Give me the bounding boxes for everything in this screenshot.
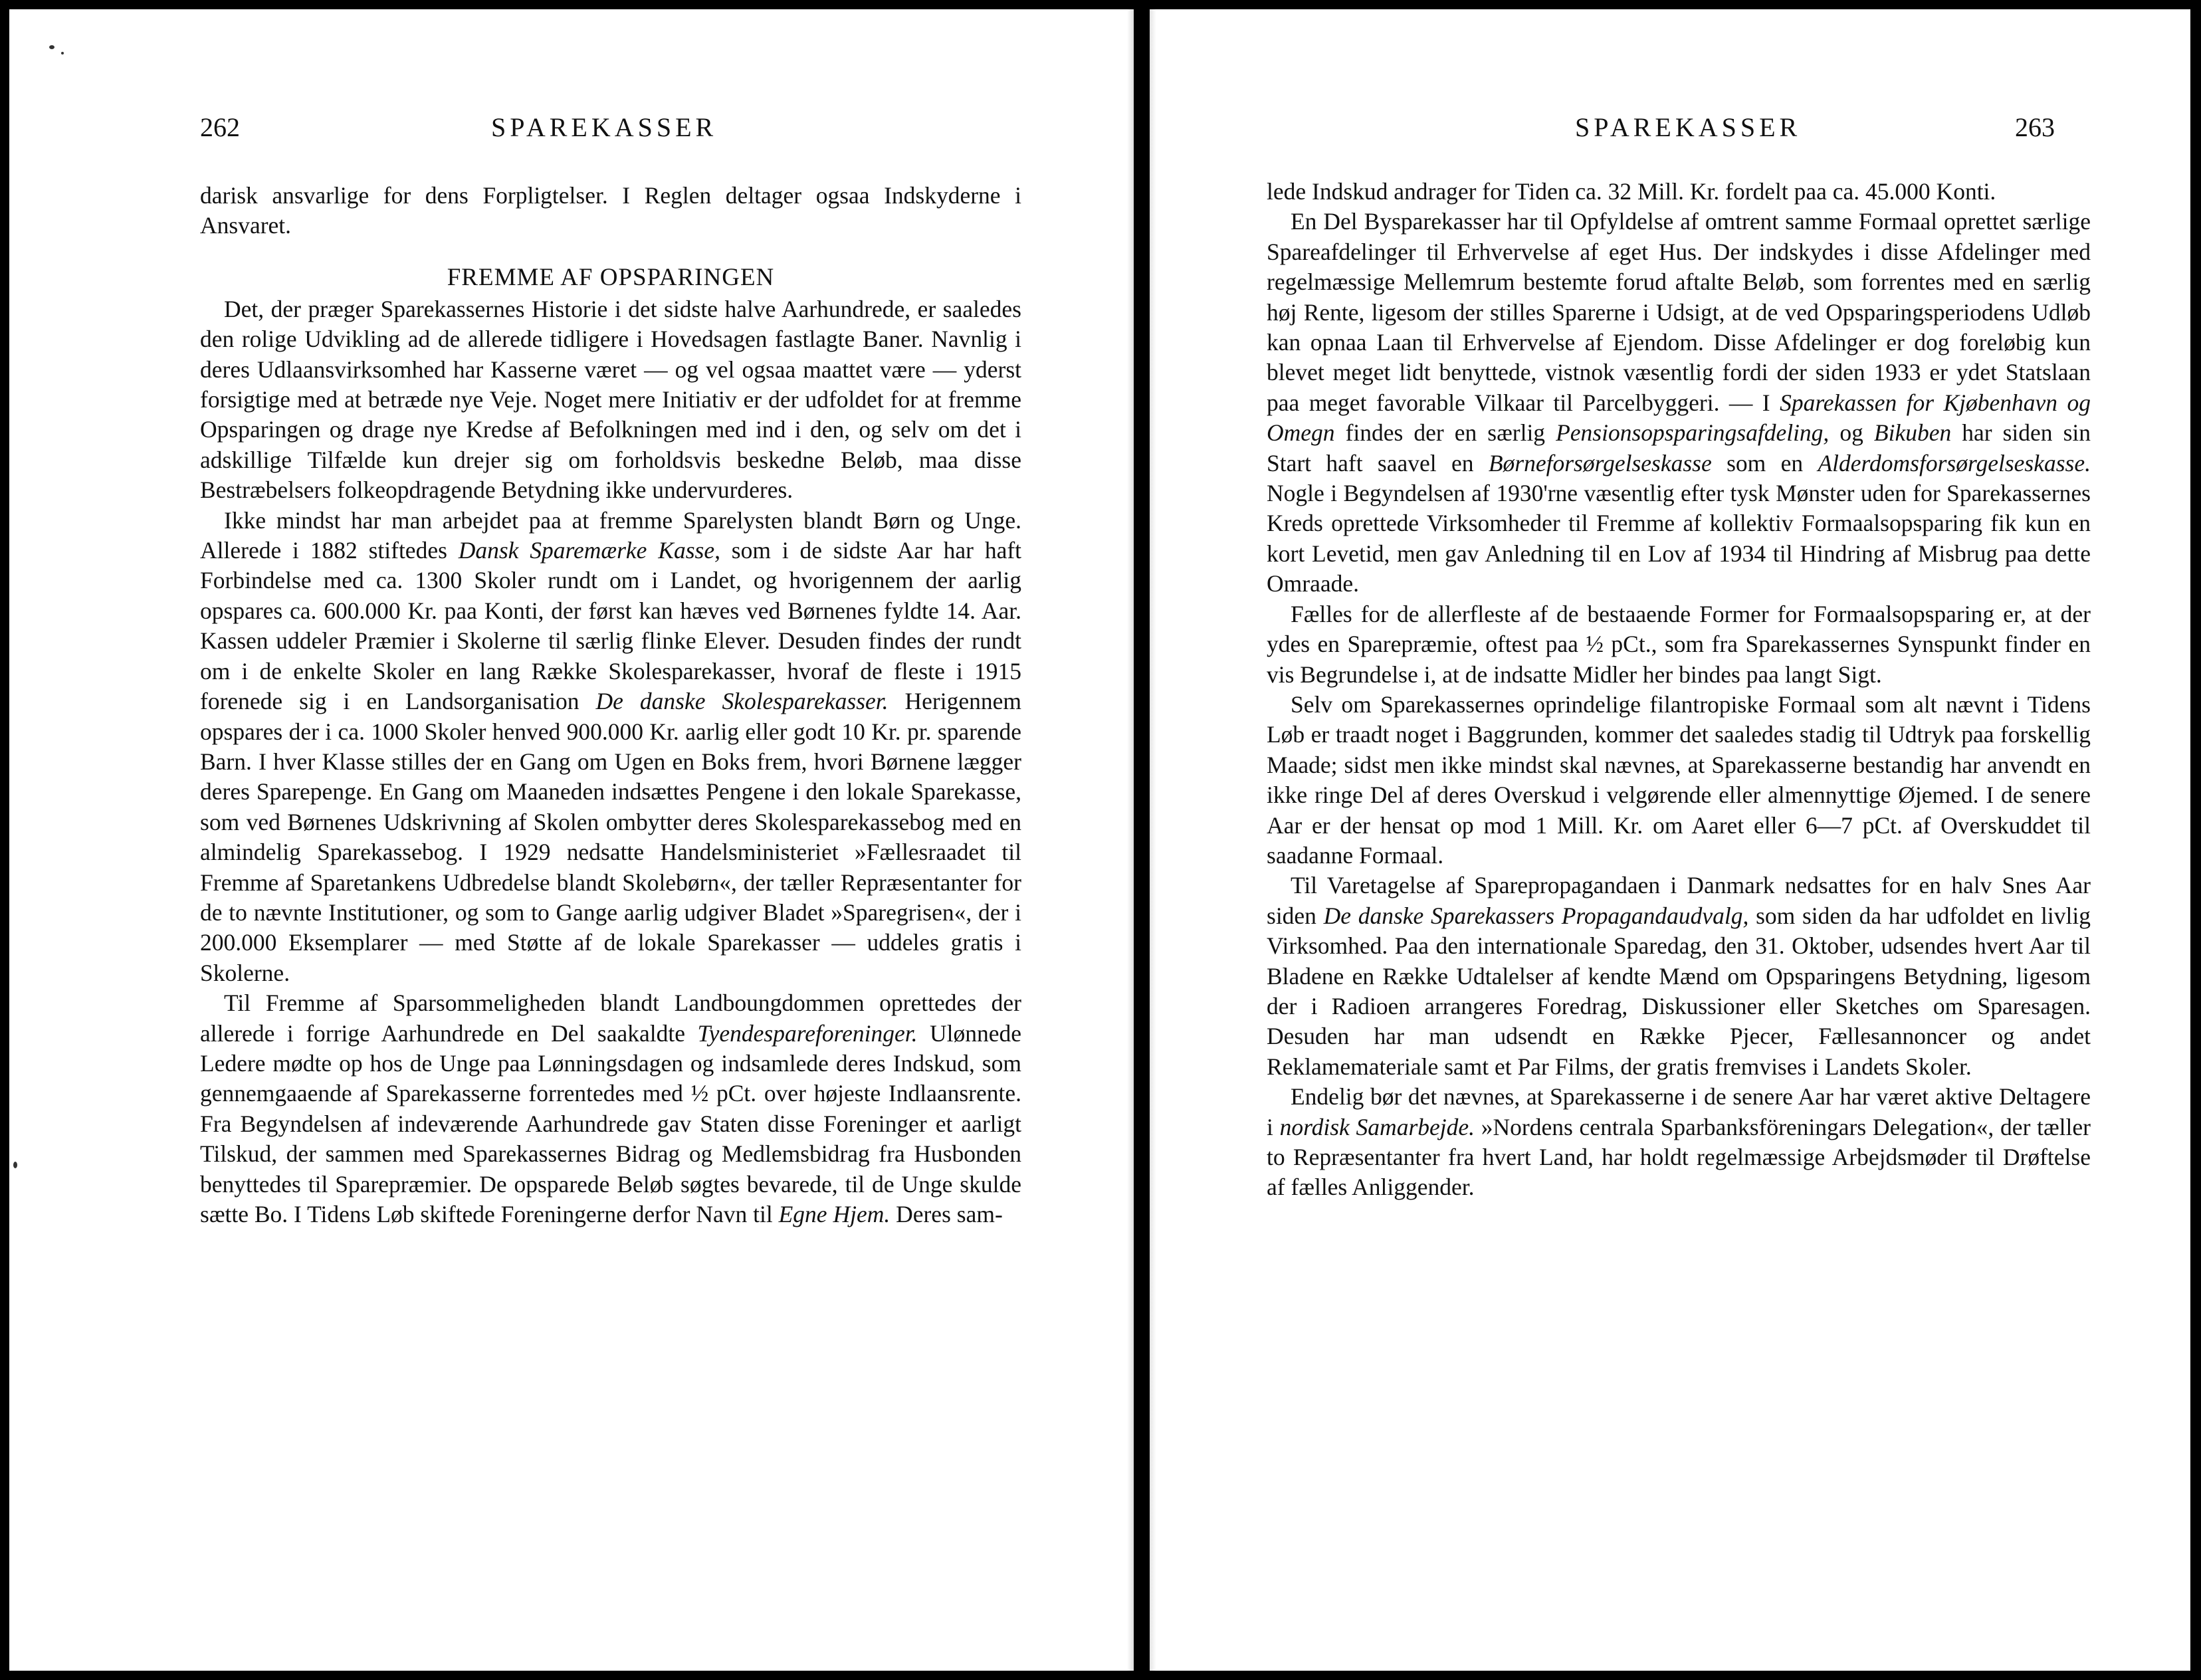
text-run: findes der en særlig	[1334, 419, 1556, 447]
text-run: har siden sin Start haft saavel en	[1267, 419, 2091, 476]
italic-term: Sparekassen for Kjøbenhavn og Omegn	[1267, 389, 2091, 447]
section-title: FREMME AF OPSPARINGEN	[447, 263, 775, 291]
text-run: Til Fremme af Sparsommeligheden blandt Landboungdommen oprettedes der allerede i forrige Aarhundrede en Del saakaldte	[200, 990, 1021, 1047]
text-run: som i de sidste Aar har haft Forbindelse med ca. 1300 Skoler rundt om i Landet, og hvorigennem der aarlig opspares ca. 600.000 Kr. paa Konti, der først kan hæves ved Børnenes fyldte 14. Aar. Kassen uddeler Præmier i Skolerne til særlig flinke Elever. Desuden findes der rundt om i de enkelte Skoler en lang Række Skolesparekasser, hvoraf de fleste i 1915 forenede sig i en Landsorganisation	[200, 537, 1022, 715]
page-number: 262	[200, 112, 240, 142]
paragraph: darisk ansvarlige for dens Forpligtelser. I Reglen deltager ogsaa Indskyderne i Ansvaret.	[200, 182, 1021, 239]
page-number: 263	[2015, 112, 2055, 142]
ink-speck	[49, 45, 54, 49]
paragraph	[1267, 207, 2091, 599]
paragraph	[1267, 871, 2091, 1082]
right-page	[1150, 9, 2190, 1671]
left-body-text	[200, 181, 1021, 1229]
text-run: »Nordens centrala Sparbanksföreningars Delegation«, der tæller to Repræsentanter fra hvert Land, har holdt regelmæssige Arbejdsmøder til Drøftelse af fælles Anliggender.	[1267, 1113, 2091, 1201]
paragraph	[200, 988, 1021, 1229]
text-run: og	[1829, 419, 1874, 447]
italic-term: Dansk Sparemærke Kasse,	[458, 537, 720, 564]
text-run: Nogle i Begyndelsen af 1930'rne væsentlig efter tysk Mønster uden for Sparekassernes Kreds oprettede Virksomheder til Fremme af kollektiv Formaalsopsparing fik kun en kort Levetid, men gav Anledning til en Lov af 1934 til Hindring af Misbrug paa dette Omraade.	[1267, 480, 2091, 597]
paragraph	[200, 506, 1021, 989]
paragraph: Fælles for de allerfleste af de bestaaende Former for Formaalsopsparing er, at der ydes en Sparepræmie, oftest paa ½ pCt., som fra Sparekassernes Synspunkt finder en vis Begrundelse i, at de indsatte Midler her bindes paa langt Sigt.	[1267, 600, 2091, 688]
italic-term: Alderdomsforsørgelseskasse.	[1818, 449, 2091, 476]
text-run: som siden da har udfoldet en livlig Virksomhed. Paa den internationale Sparedag, den 31. Oktober, udsendes hvert Aar til Bladene en Række Udtalelser af kendte Mænd om Opsparingens Betydning, ligesom der i Radioen arrangeres Foredrag, Diskussioner eller Sketches om Sparesagen. Desuden har man udsendt en Række Pjecer, Fællesannoncer og andet Reklamemateriale samt et Par Films, der gratis fremvises i Landets Skoler.	[1267, 902, 2091, 1080]
paragraph: Selv om Sparekassernes oprindelige filantropiske Formaal som alt nævnt i Tidens Løb er traadt noget i Baggrunden, kommer det saaledes stadig til Udtryk paa forskellig Maade; sidst men ikke mindst skal nævnes, at Sparekasserne bestandig har anvendt en ikke ringe Del af deres Overskud i velgørende eller almennyttige Øjemed. I de senere Aar er der hensat op mod 1 Mill. Kr. om Aaret eller 6—7 pCt. af Overskuddet til saadanne Formaal.	[1267, 690, 2091, 869]
italic-term: Tyendespareforeninger.	[697, 1019, 918, 1047]
running-head: SPAREKASSER	[491, 112, 718, 142]
text-run: Ikke mindst har man arbejdet paa at fremme Sparelysten blandt Børn og Unge. Allerede i 1882 stiftedes	[200, 506, 1021, 564]
paragraph: Det, der præger Sparekassernes Historie i det sidste halve Aarhundrede, er saaledes den rolige Udvikling ad de allerede tidligere i Hovedsagen fastlagte Baner. Navnlig i deres Udlaansvirksomhed har Kasserne været — og vel ogsaa maattet være — yderst forsigtige med at betræde nye Veje. Noget mere Initiativ er der udfoldet for at fremme Opsparingen og drage nye Kredse af Befolkningen med ind i den, og selv om det i adskillige Tilfælde kun drejer sig om forholdsvis beskedne Beløb, maa disse Bestræbelsers folkeopdragende Betydning ikke undervurderes.	[200, 295, 1021, 504]
running-head: SPAREKASSER	[1575, 112, 1802, 142]
page-edge-shadow	[1150, 9, 1156, 1671]
paragraph: lede Indskud andrager for Tiden ca. 32 Mill. Kr. fordelt paa ca. 45.000 Konti.	[1267, 178, 1996, 205]
page-edge-shadow	[1127, 9, 1134, 1671]
italic-term: nordisk Samarbejde.	[1279, 1113, 1475, 1140]
ink-speck	[61, 52, 64, 54]
text-run: En Del Bysparekasser har til Opfyldelse af omtrent samme Formaal oprettet særlige Spareafdelinger til Erhvervelse af eget Hus. Der indskydes i disse Afdelinger med regelmæssige Mellemrum bestemte forud aftalte Beløb, som forrentes med en særlig høj Rente, ligesom der stilles Sparerne i Udsigt, at de ved Opsparingsperiodens Udløb kan opnaa Laan til Erhvervelse af Ejendom. Disse Afdelinger er dog foreløbig kun blevet meget lidt benyttede, vistnok væsentlig fordi der siden 1933 er ydet Statslaan paa meget favorable Vilkaar til Parcelbyggeri. — I	[1267, 208, 2091, 416]
right-body-text	[1267, 177, 2091, 1203]
italic-term: Pensionsopsparingsafdeling,	[1556, 419, 1830, 447]
text-run: Endelig bør det nævnes, at Sparekasserne i de senere Aar har været aktive Deltagere i	[1267, 1083, 2091, 1140]
text-run: som en	[1711, 449, 1818, 476]
ink-speck	[13, 1162, 17, 1168]
italic-term: Børneforsørgelseskasse	[1488, 449, 1712, 476]
italic-term: De danske Skolesparekasser.	[595, 688, 889, 715]
text-run: Deres sam-	[890, 1201, 1003, 1227]
italic-term: Bikuben	[1873, 419, 1952, 447]
text-run: Herigennem opspares der i ca. 1000 Skoler henved 900.000 Kr. aarlig eller godt 10 Kr. pr. sparende Barn. I hver Klasse stilles der en Gang om Ugen en Boks frem, hvori Børnene lægger deres Sparepenge. En Gang om Maaneden indsættes Pengene i den lokale Sparekasse, som ved Børnenes Udskrivning af Skolen ombytter deres Skolesparekassebog med en almindelig Sparekassebog. I 1929 nedsatte Handelsministeriet »Fællesraadet til Fremme af Sparetankens Udbredelse blandt Skolebørn«, der tæller Repræsentanter for de to nævnte Institutioner, og som to Gange aarlig udgiver Bladet »Sparegrisen«, der i 200.000 Eksemplarer — med Støtte af de lokale Sparekasser — uddeles gratis i Skolerne.	[200, 688, 1021, 986]
text-run: Til Varetagelse af Sparepropagandaen i Danmark nedsattes for en halv Snes Aar siden	[1267, 872, 2091, 929]
italic-term: Egne Hjem.	[778, 1201, 891, 1227]
text-run: Ulønnede Ledere mødte op hos de Unge paa Lønningsdagen og indsamlede deres Indskud, som gennemgaaende af Sparekasserne forrentedes med ½ pCt. over højeste Indlaansrente. Fra Begyndelsen af indeværende Aarhundrede gav Staten disse Foreninger et aarligt Tilskud, der sammen med Sparekassernes Bidrag og Medlemsbidrag fra Husbonden benyttedes til Sparepræmier. De opsparede Beløb søgtes bevarede, til de Unge skulde sætte Bo. I Tidens Løb skiftede Foreningerne derfor Navn til	[200, 1019, 1021, 1227]
italic-term: De danske Sparekassers Propagandaudvalg,	[1323, 902, 1749, 929]
left-page	[9, 9, 1134, 1671]
paragraph	[1267, 1082, 2091, 1203]
